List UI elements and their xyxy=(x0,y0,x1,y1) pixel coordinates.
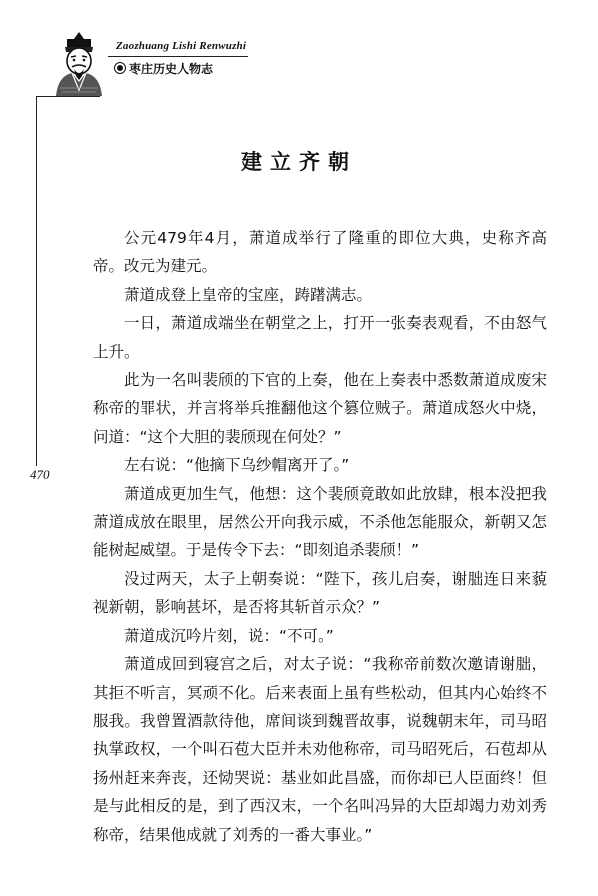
scholar-portrait-icon xyxy=(50,30,108,96)
paragraph: 萧道成登上皇帝的宝座，踌躇满志。 xyxy=(124,285,373,304)
body-text xyxy=(93,224,547,849)
paragraph: 萧道成更加生气，他想：这个裴颀竟敢如此放肆，根本没把我萧道成放在眼里，居然公开向我示威，不杀他怎能服众，新朝又怎能树起威望。于是传令下去：“即刻追杀裴颀！” xyxy=(93,484,547,560)
header-rule xyxy=(108,56,248,57)
paragraph: 公元479年4月，萧道成举行了隆重的即位大典，史称齐高帝。改元为建元。 xyxy=(93,229,547,276)
series-title-english: Zaozhuang Lishi Renwuzhi xyxy=(116,40,247,52)
paragraph: 萧道成回到寝宫之后，对太子说：“我称帝前数次邀请谢朏，其拒不听言，冥顽不化。后来表面上虽有些松动，但其内心始终不服我。我曾置酒款待他，席间谈到魏晋故事，说魏朝末年，司马昭执掌政权，一个叫石苞大臣并未劝他称帝，司马昭死后，石苞却从扬州赶来奔丧，还恸哭说：基业如此昌盛，而你却已人臣面终！但是与此相反的是，到了西汉末，一个名叫冯异的大臣却竭力劝刘秀称帝，结果他成就了刘秀的一番大事业。” xyxy=(93,655,547,844)
paragraph: 左右说：“他摘下乌纱帽离开了。” xyxy=(124,456,350,475)
paragraph: 一日，萧道成端坐在朝堂之上，打开一张奏表观看，不由怒气上升。 xyxy=(93,314,547,361)
paragraph: 此为一名叫裴颀的下官的上奏，他在上奏表中悉数萧道成废宋称帝的罪状，并言将举兵推翻他这个篡位贼子。萧道成怒火中烧，问道：“这个大胆的裴颀现在何处？” xyxy=(93,371,547,446)
circle-bullet-icon xyxy=(114,62,126,74)
series-title-chinese xyxy=(114,60,213,77)
chapter-title: 建立齐朝 xyxy=(241,150,357,174)
page-number: 470 xyxy=(30,467,50,482)
paragraph: 没过两天，太子上朝奏说：“陛下，孩儿启奏，谢朏连日来藐视新朝，影响甚坏，是否将其斩首示众？” xyxy=(93,569,547,617)
margin-rule-horizontal xyxy=(36,96,100,97)
series-title-chinese-text: 枣庄历史人物志 xyxy=(129,62,214,76)
paragraph: 萧道成沉吟片刻，说：“不可。” xyxy=(124,626,334,645)
